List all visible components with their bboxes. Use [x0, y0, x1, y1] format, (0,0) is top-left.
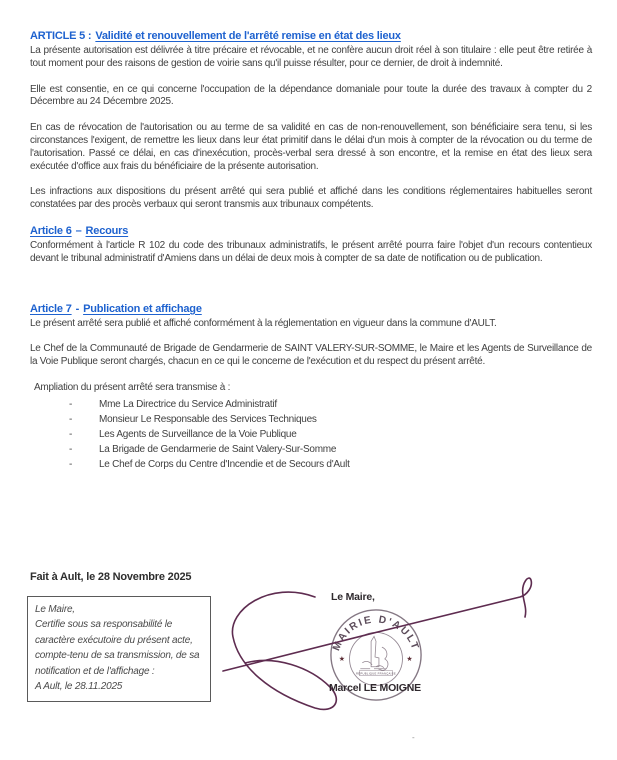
stamp-arc-text: MAIRIE D'AULT — [331, 614, 421, 653]
article-7-separator: - — [75, 302, 80, 315]
scan-artifact-mark: - — [412, 733, 414, 742]
dash-bullet: - — [69, 398, 73, 410]
dash-bullet: - — [69, 458, 73, 470]
executory-certification-box — [27, 596, 211, 702]
document-body — [30, 30, 592, 472]
signatory-name: Marcel LE MOIGNE — [329, 682, 421, 694]
mayor-signature — [215, 575, 555, 723]
article-7-paragraph-1: Le présent arrêté sera publié et affiché conformément à la réglementation en vigueur dans la commune d'AULT. — [30, 317, 497, 329]
signature-flourish-loop — [232, 592, 336, 709]
article-6-title: Recours — [85, 224, 129, 237]
article-5-title: Validité et renouvellement de l'arrêté remise en état des lieux — [95, 30, 401, 42]
ampliation-list — [57, 397, 592, 472]
list-item-text: Mme La Directrice du Service Administratif — [99, 398, 277, 410]
article-5-label: ARTICLE 5 : — [30, 30, 92, 42]
article-6-heading — [30, 225, 592, 237]
stamp-star-right: ★ — [406, 655, 413, 663]
list-item-text: Monsieur Le Responsable des Services Techniques — [99, 413, 317, 425]
certify-line: Le Maire, — [35, 604, 75, 615]
certify-line: Certifie sous sa responsabilité le — [35, 619, 173, 631]
list-item — [57, 397, 592, 412]
ampliation-intro: Ampliation du présent arrêté sera transmise à : — [34, 381, 231, 393]
list-item-text: Les Agents de Surveillance de la Voie Publique — [99, 428, 297, 440]
date-place-line: Fait à Ault, le 28 Novembre 2025 — [30, 571, 192, 583]
list-item-text: Le Chef de Corps du Centre d'Incendie et de Secours d'Ault — [99, 458, 350, 470]
article-5-heading — [30, 30, 592, 42]
article-5-paragraph-2: Elle est consentie, en ce qui concerne l'occupation de la dépendance domaniale pour toute la durée des travaux à compter du 2 Décembre au 24 Décembre 2025. — [30, 83, 592, 108]
article-7-heading — [30, 303, 592, 315]
dash-bullet: - — [69, 428, 73, 440]
list-item — [57, 412, 592, 427]
article-5-paragraph-3: En cas de révocation de l'autorisation ou au terme de sa validité en cas de non-renouvellement, son bénéficiaire sera tenu, si les circonstances l'exigent, de remettre les lieux dans leur état primitif dans le délai d'un mois à compter de la révocation ou du terme de l'autorisation. Passé ce délai, en cas d'inexécution, procès-verbal sera dressé à son encontre, et la remise en état des lieux sera exécutée d'office aux frais du bénéficiaire de la présente autorisation. — [30, 122, 592, 172]
signature-flourish-diagonal — [223, 578, 531, 671]
article-7-title: Publication et affichage — [83, 302, 202, 315]
list-item-text: La Brigade de Gendarmerie de Saint Valery-Sur-Somme — [99, 443, 337, 455]
section-gap — [30, 279, 592, 303]
list-item — [57, 457, 592, 472]
article-7-label: Article 7 — [30, 302, 72, 315]
article-5-paragraph-1: La présente autorisation est délivrée à titre précaire et révocable, et ne confère aucun droit réel à son titulaire : elle peut être retirée à tout moment pour des raisons de gestion de voirie sans qu'il puisse résulter, pour ce dernier, de droit à indemnité. — [30, 45, 592, 69]
certify-line: notification et de l'affichage : — [35, 665, 155, 677]
stamp-bottom-text: RÉPUBLIQUE FRANÇAISE — [356, 672, 396, 676]
signatory-role: Le Maire, — [331, 591, 375, 603]
article-5-paragraph-4: Les infractions aux dispositions du présent arrêté qui sera publié et affiché dans les conditions réglementaires habituelles seront constatées par des procès verbaux qui seront transmis aux tribunaux compétents. — [30, 186, 592, 211]
article-7-paragraph-2: Le Chef de la Communauté de Brigade de Gendarmerie de SAINT VALERY-SUR-SOMME, le Maire et les Agents de Surveillance de la Voie Publique seront chargés, chacun en ce qui le concerne de l'exécution et du respect du présent arrêté. — [30, 343, 592, 368]
dash-bullet: - — [69, 443, 73, 455]
certify-line: compte-tenu de sa transmission, de sa — [35, 650, 200, 662]
article-6-paragraph-1: Conformément à l'article R 102 du code des tribunaux administratifs, le présent arrêté pourra faire l'objet d'un recours contentieux devant le tribunal administratif d'Amiens dans un délai de deux mois à compter de sa date de notification ou de publication. — [30, 239, 592, 264]
certify-line: A Ault, le 28.11.2025 — [35, 681, 123, 693]
article-6-label: Article 6 — [30, 224, 72, 237]
certify-line: caractère exécutoire du présent acte, — [35, 634, 193, 646]
article-6-separator: – — [75, 224, 82, 237]
list-item — [57, 442, 592, 457]
stamp-star-left: ★ — [338, 655, 345, 663]
dash-bullet: - — [69, 413, 73, 425]
list-item — [57, 427, 592, 442]
